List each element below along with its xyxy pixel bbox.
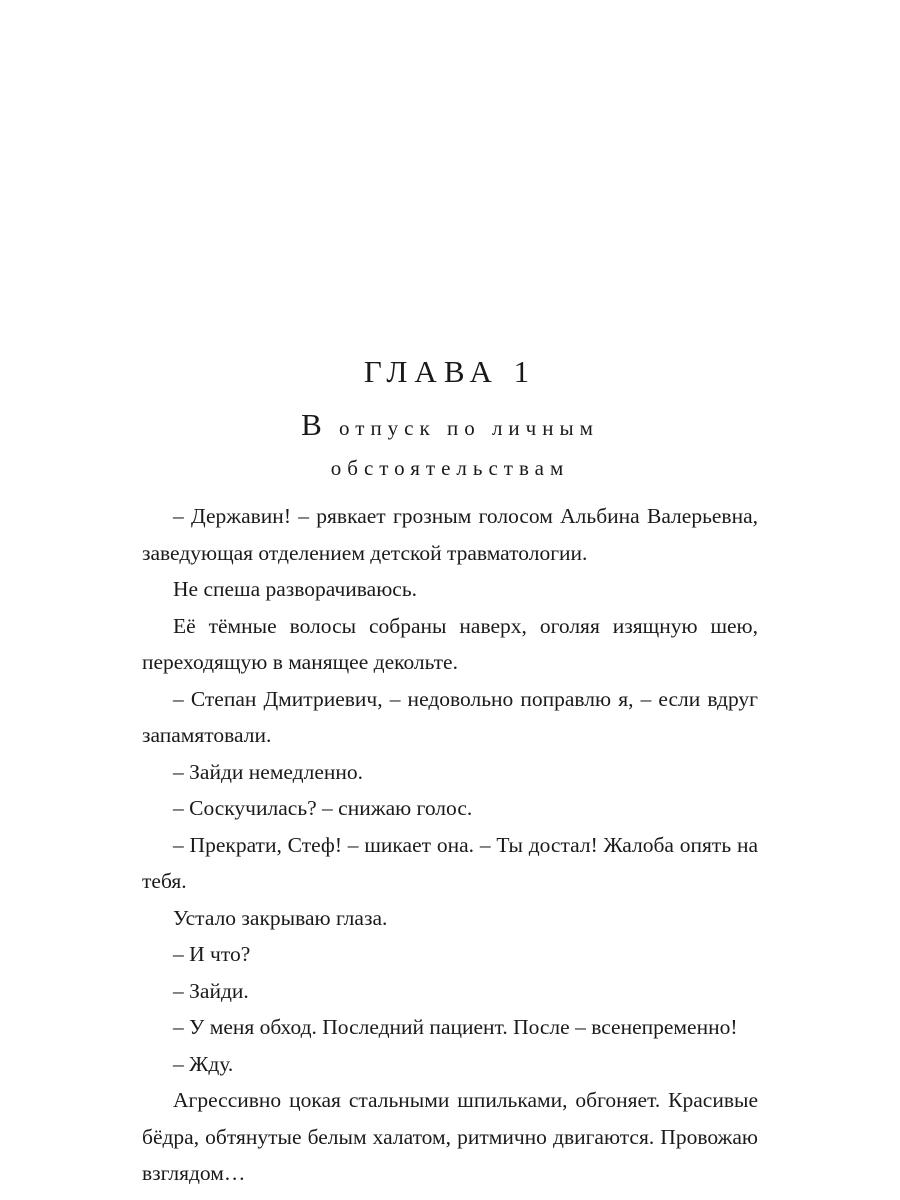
chapter-title-line1: отпуск по личным (327, 416, 599, 440)
paragraph: Агрессивно цокая стальными шпильками, обгоняет. Красивые бёдра, обтянутые белым халатом, ритмично двигаются. Провожаю взглядом… (142, 1088, 758, 1185)
paragraph: Не спеша разворачиваюсь. (173, 577, 417, 601)
paragraph: – Жду. (173, 1051, 234, 1076)
paragraph: – У меня обход. Последний пациент. После – всенепременно! (173, 1015, 738, 1039)
paragraph: – Соскучилась? – снижаю голос. (173, 796, 473, 820)
chapter-title-initial: В (301, 407, 328, 442)
chapter-title (0, 405, 900, 488)
chapter-body (142, 498, 758, 1192)
chapter-title-line2: обстоятельствам (330, 456, 570, 480)
paragraph: – Державин! – рявкает грозным голосом Альбина Валерьевна, заведующая отделением детской травматологии. (142, 504, 758, 565)
paragraph: Устало закрываю глаза. (173, 905, 388, 930)
paragraph: Её тёмные волосы собраны наверх, оголяя изящную шею, переходящую в манящее декольте. (142, 613, 758, 674)
paragraph: – Степан Дмитриевич, – недовольно поправлю я, – если вдруг запамятовали. (142, 686, 758, 747)
paragraph: – Прекрати, Стеф! – шикает она. – Ты достал! Жалоба опять на тебя. (142, 832, 758, 893)
paragraph: – Зайди немедленно. (173, 759, 364, 784)
paragraph: – Зайди. (173, 978, 249, 1003)
paragraph: – И что? (173, 942, 251, 966)
chapter-number: ГЛАВА 1 (363, 354, 537, 389)
chapter-header (0, 352, 900, 488)
